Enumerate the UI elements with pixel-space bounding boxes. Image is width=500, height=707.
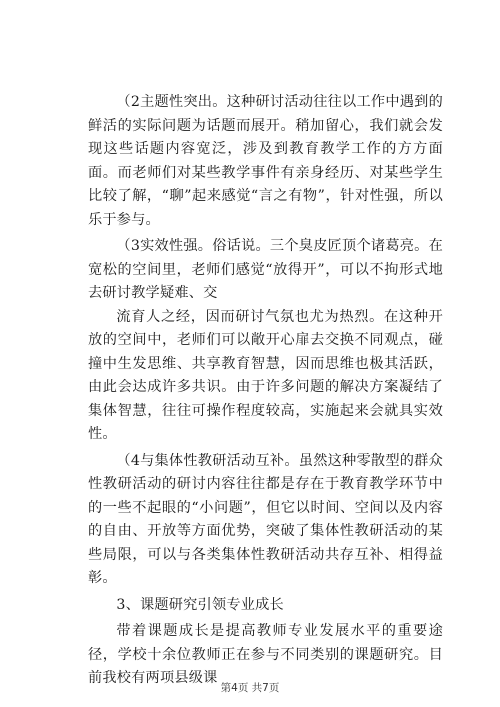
- paragraph-effectiveness-cont: 流育人之经，因而研讨气氛也尤为热烈。在这种开放的空间中，老师们可以敞开心扉去交换不同观点，碰撞中生发思维、共享教育智慧，因而思维也极其活跃，由此会达成许多共识。由于许多问题的解决方案凝结了集体智慧，往往可操作程度较高，实施起来会就具实效性。: [88, 308, 443, 442]
- page-footer: 第4页 共7页: [220, 682, 280, 694]
- paragraph-theme: （2主题性突出。这种研讨活动往往以工作中遇到的鲜活的实际问题为话题而展开。稍加留心，我们就会发现这些话题内容宽泛，涉及到教育教学工作的方方面面。而老师们对某些教学事件有亲身经历、对某些学生比较了解，“聊”起来感觉“言之有物”，针对性强，所以乐于参与。: [88, 94, 443, 228]
- paragraph-effectiveness: （3实效性强。俗话说。三个臭皮匠顶个诸葛亮。在宽松的空间里，老师们感觉“放得开”，可以不拘形式地去研讨教学疑难、交: [88, 238, 443, 301]
- body-text: [88, 91, 443, 691]
- paragraph-research: 带着课题成长是提高教师专业发展水平的重要途径，学校十余位教师正在参与不同类别的课题研究。目前我校有两项县级课: [88, 623, 443, 686]
- section-heading: 3、课题研究引领专业成长: [116, 596, 284, 613]
- paragraph-complement: （4与集体性教研活动互补。虽然这种零散型的群众性教研活动的研讨内容往往都是存在于教育教学环节中的一些不起眼的“小问题”，但它以时间、空间以及内容的自由、开放等方面优势，突破了集体性教研活动的某些局限，可以与各类集体性教研活动共存互补、相得益彰。: [88, 452, 443, 586]
